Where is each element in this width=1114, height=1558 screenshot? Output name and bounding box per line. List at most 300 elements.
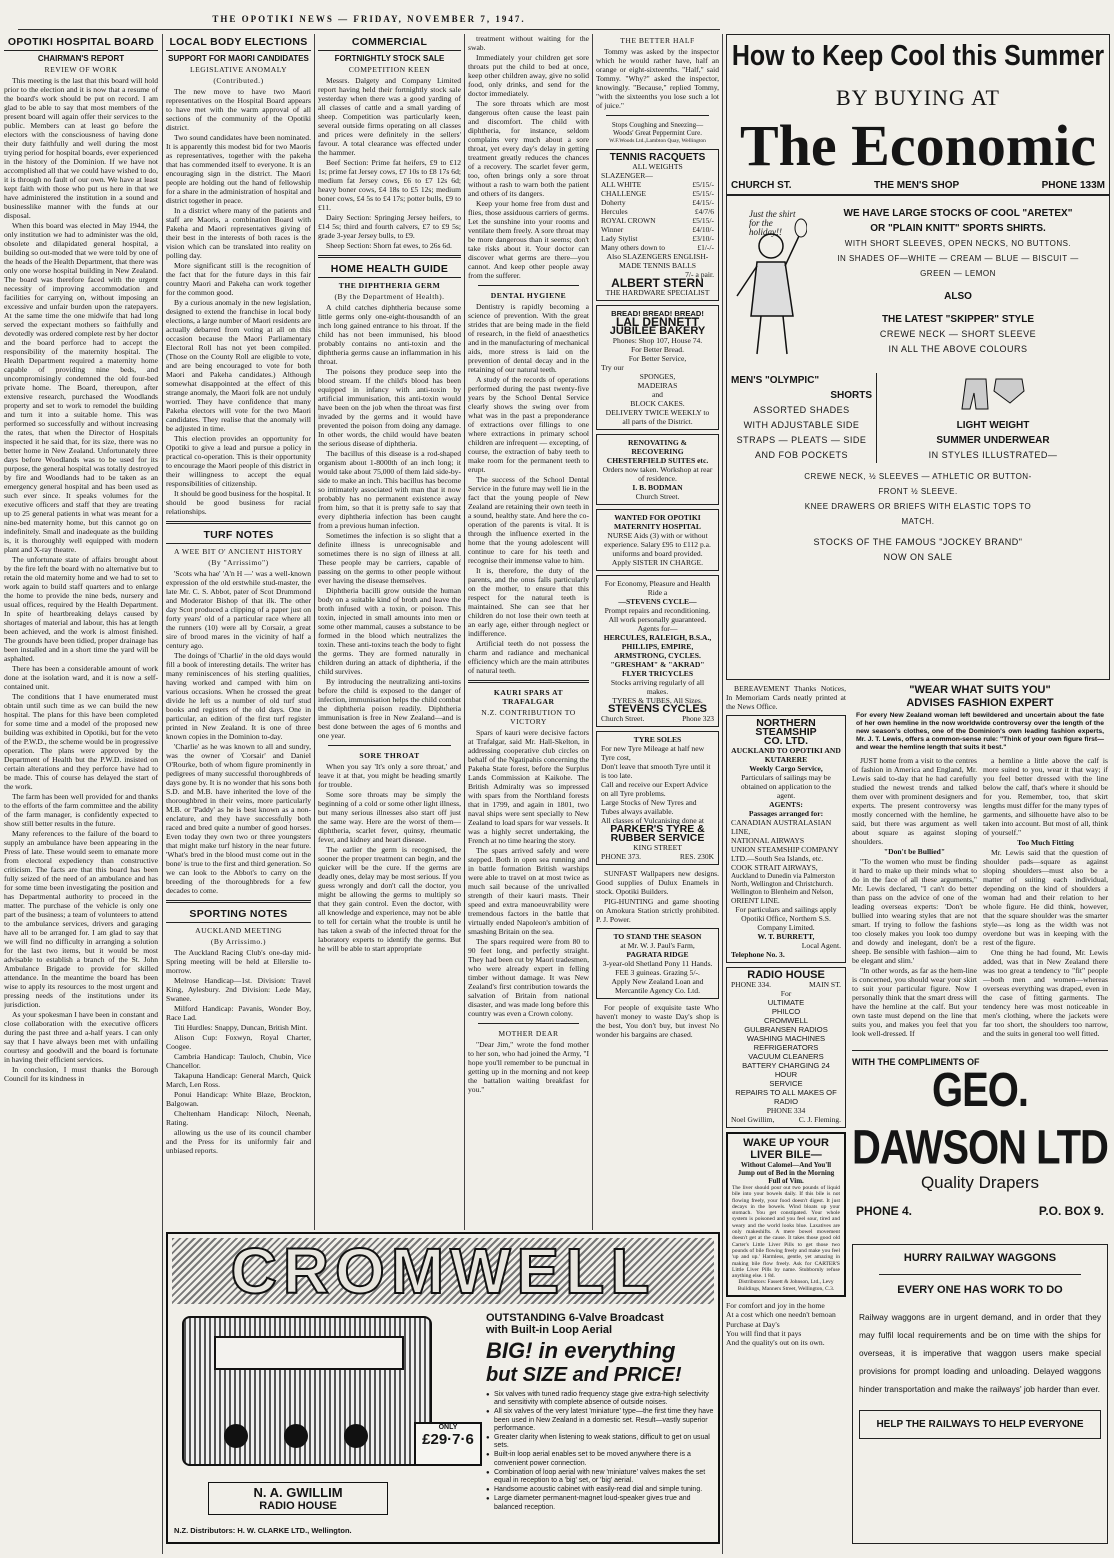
- paragraph: The success of the School Dental Service in the future may well lie in the fact that the young people of New Zealand are retaining their own teeth in a sound, healthy state. And here the co-operation of the parents is vital. It is through the influence exerted in the home that the young adolescent will continue to care for his teeth and recognise their immense value to him.: [468, 475, 589, 565]
- sporting-notes-headline: SPORTING NOTES: [166, 908, 311, 923]
- turf-notes-headline: TURF NOTES: [166, 529, 311, 544]
- item-name: Winner: [601, 225, 624, 234]
- ad-title: OUTSTANDING 6-Valve Broadcast: [486, 1312, 664, 1324]
- item-name: ROYAL CROWN: [601, 216, 656, 225]
- feature-item: ● Combination of loop aerial with new 'miniature' valves makes the set equal in reception to a 'big' set, or 'big' aerial.: [486, 1469, 716, 1485]
- paragraph: The Auckland Racing Club's one-day mid-Spring meeting will be held at Ellerslie to-morrow.: [166, 948, 311, 975]
- race-tip: Milford Handicap: Pavanis, Wonder Boy, Race Lad.: [166, 1004, 311, 1022]
- paragraph: 'Charlie' as he was known to all and sundry, was the owner of 'Corsair' and Daniel O'Rourke, both of whom figure prominently in pedigrees of many successful thoroughbreds of days gone by. It is no wonder that his sons both S.D. and M.B. have inherited the love of the thoroughbred in their veins, more particularly M.B. or 'Paddy' as he is best known as a non-enclature, and they have successfully both raced and bred quite a number of good horses. Even today they own two or three youngsters that might make turf history in the near future. 'What's bred in the blood must come out in the bone' is true to the first and third generation. So we can look to the Abbot's to carry on the breeding of the thoroughbreds for a few decades to come.: [166, 742, 311, 895]
- phone-line: [731, 980, 841, 989]
- paragraph: As your spokesman I have been in constant and close collaboration with the executive officers during the past three and a-half years. I can only say that I have always been met with unfailing courtesy and goodwill and the board is fortunate in having their efficient services.: [4, 1010, 158, 1064]
- albert-stern-name: ALBERT STERN: [611, 276, 704, 290]
- price-line: [601, 180, 714, 189]
- item-price: £1/-/-: [697, 243, 714, 252]
- fashion-headline: "WEAR WHAT SUITS YOU": [909, 684, 1051, 696]
- ad-title: RADIO HOUSE: [747, 969, 825, 981]
- paragraph: The earlier the germ is recognised, the sooner the proper treatment can begin, and the quicker will be the cure. If the germs are deadly ones, delay may be most serious. If you guess wrongly and don't call the doctor, you might be allowing the germs to multiply so that they gain control. Even the doctor, with all knowledge and experience, may not be able to tell for certain what the trouble is until he has taken a swab of the infected throat for the laboratory experts to identify the germs. But he will be able to start appropriate: [318, 845, 461, 953]
- ad-line: KNEE DRAWERS OR BRIEFS WITH ELASTIC TOPS TO: [804, 502, 1032, 511]
- ad-line: Also SLAZENGERS ENGLISH-MADE TENNIS BALLS: [606, 252, 709, 270]
- feature-list: [486, 1312, 716, 1513]
- ad-line: 7/- a pair.: [685, 270, 714, 279]
- ad-line: CANADIAN AUSTRALASIAN LINE,: [731, 818, 832, 836]
- paragraph: Mr. Lewis said that the question of shoulder pads—square as against sloping shoulders—must also be a matter of suiting each individual, depending on the kind of shoulders a woman had and their relation to her whole figure. He did think, however, that the square shoulder was the smarter style—as long as the width was not overdone but was in keeping with the rest of the figure.: [983, 848, 1108, 947]
- paragraph: The poisons they produce seep into the blood stream. If the child's blood has been equipped in infancy with anti-toxin by artificial immunisation, this anti-toxin would have been on the job when the throat was first invaded by the germs and it would have prevented the poison from doing any damage. In other words, the child would have beaten the serious disease of diphtheria.: [318, 367, 461, 448]
- ad-line: And the quality's out on its own.: [726, 1338, 825, 1348]
- ad-line: PHILCO: [771, 1007, 801, 1016]
- radio-knob: [344, 1424, 368, 1448]
- paragraph: Artificial teeth do not possess the charm and radiance and mechanical efficiency which are the main attributes of natural teeth.: [468, 639, 589, 675]
- column-commercial: [318, 34, 461, 1230]
- turf-subhead: A WEE BIT O' ANCIENT HISTORY: [174, 547, 303, 556]
- item-price: £3/10/-: [692, 234, 714, 243]
- anomaly-subhead: LEGISLATIVE ANOMALY: [189, 65, 288, 74]
- paragraph: The new move to have two Maori representatives on the Hospital Board appears to have met with the warm approval of all sections of the community of the Opotiki district.: [166, 87, 311, 132]
- ad-line: COOK STRAIT AIRWAYS,: [731, 863, 818, 872]
- phone-line: [601, 852, 714, 861]
- price-line: [601, 216, 714, 225]
- paragraph: The spars required were from 80 to 90 feet long, and perfectly straight. They had been cut by Maori tradesmen, who were already expert in felling timber without damage. It was New Zealand's first contribution towards the salvation of Britain from national disaster, and was made long before this country was even a Crown colony.: [468, 937, 589, 1018]
- ad-line: Call and receive our Expert Advice on all Tyre problems.: [601, 780, 708, 798]
- only-label: ONLY: [438, 1424, 458, 1431]
- paragraph: The spars arrived safely and were stepped. Both in open sea running and in battle formation British warships were able to travel on at most twice as much sail because of the unrivalled strength of their kauri masts. Their speed and extra manoeuvrability were tremendous factors in the battle that virtually ended Napoleon's ambition of smashing Britain on the sea.: [468, 846, 589, 936]
- better-half-subhead: THE BETTER HALF: [620, 36, 695, 45]
- ad-line: BATTERY CHARGING 24 HOUR: [742, 1061, 830, 1079]
- competition-subhead: COMPETITION KEEN: [348, 65, 431, 74]
- turf-byline: (By "Arrissimo"): [208, 558, 269, 567]
- price-line: [601, 189, 714, 198]
- ad-line: WITH ADJUSTABLE SIDE: [743, 420, 860, 430]
- ad-line: AGENTS:: [769, 800, 803, 809]
- ad-line: AUCKLAND TO OPOTIKI AND KUTARERE: [731, 746, 841, 764]
- ad-line: Purchase at Day's: [726, 1319, 780, 1329]
- fashion-intro: For every New Zealand woman left bewildered and uncertain about the fate of her own hemline in the now worldwide controversy over the length of the new season's clothes, one of the Dominion's own leading fashion experts, Mr. J. T. Lewis, offers a common-sense rule: "Think of your own figure first—and wear the hemline length that suits it best.": [856, 712, 1104, 751]
- paragraph: Some sore throats may be simply the beginning of a cold or some other light illness, but many serious illnesses also start off just the same way. Here are the worst of them—diphtheria, scarlet fever, quinsy, rheumatic fever, and kidney and heart disease.: [318, 790, 461, 844]
- item-price: £4/10/-: [692, 225, 714, 234]
- paragraph: It is, therefore, the duty of the parents, and the onus falls particularly on the mother, to ensure that this respect for the natural teeth is maintained. She can see that her children do not lose their own teeth at an early age, either through neglect or indifference.: [468, 566, 589, 638]
- ad-line: PHONE 373.: [601, 852, 642, 861]
- ad-line: BLOCK CAKES.: [630, 399, 685, 408]
- fashion-headline-2: ADVISES FASHION EXPERT: [906, 697, 1054, 709]
- item-name: Many others down to: [601, 243, 665, 252]
- ad-line: Local Agent.: [801, 941, 841, 950]
- race-tip: Ponui Handicap: White Blaze, Brockton, Balgowan.: [166, 1090, 311, 1108]
- ad-line: W. T. BURRETT,: [757, 932, 815, 941]
- ad-line: LIGHT WEIGHT: [956, 420, 1030, 431]
- tyre-soles-ad: [596, 731, 719, 865]
- dawson-pobox: P.O. BOX 9.: [1038, 1204, 1104, 1218]
- maori-candidates-subhead: SUPPORT FOR MAORI CANDIDATES: [168, 54, 309, 63]
- race-tip: Titi Hurdles: Snappy, Duncan, British Mint.: [174, 1023, 308, 1032]
- ad-line: Prompt repairs and reconditioning. All work personally guaranteed.: [604, 606, 711, 624]
- race-tip: Takapuna Handicap: General March, Quick March, Len Ross.: [166, 1071, 311, 1089]
- ad-line: CROMWELL: [764, 1016, 808, 1025]
- nurse-wanted-ad: [596, 509, 719, 571]
- skipper-style: THE LATEST "SKIPPER" STYLE: [881, 314, 1035, 325]
- ad-line: VACUUM CLEANERS: [748, 1052, 824, 1061]
- kauri-spars-headline: KAURI SPARS AT TRAFALGAR: [493, 688, 564, 706]
- ad-line: GULBRANSEN RADIOS: [744, 1025, 828, 1034]
- ad-line: CREWE NECK, ½ SLEEVES — ATHLETIC OR BUTTON-: [804, 472, 1032, 481]
- paragraph: Dairy Section: Springing Jersey heifers, to £14 5s; third and fourth calvers, £7 to £9 5s; grade 3-year Jersey bulls, to £9.: [318, 213, 461, 240]
- paragraph: 'Scots wha hae' 'A'n H —' was a well-known expression of the old erstwhile stud-master, the late Mr. C. S. Abbot, pater of Scot Drummond and Moderator Bishop of that ilk. The other day Scot produced a clipping of a paper just on forty years' old of a particular race where all the runners (10) were all by Corsair, a great sire of brood mares in the vicinity of half a century ago.: [166, 569, 311, 650]
- price-tag: [414, 1422, 482, 1466]
- ad-line: IN ALL THE ABOVE COLOURS: [888, 344, 1028, 354]
- item-name: Hercules: [601, 207, 628, 216]
- ad-line: Woods' Great Peppermint Cure.: [613, 129, 702, 137]
- nz-distributors: N.Z. Distributors: H. W. CLARKE LTD., Wellington.: [174, 1526, 352, 1535]
- ad-line: UNION STEAMSHIP COMPANY LTD.—South Sea Islands, etc.: [731, 845, 839, 863]
- price-line: [601, 207, 714, 216]
- feature-item: ● Large diameter permanent-magnet loud-speaker gives true and balanced reception.: [486, 1495, 716, 1511]
- ad-line: IN SHADES OF—WHITE — CREAM — BLUE — BISCUIT —: [837, 254, 1079, 263]
- shorts-section: [727, 373, 1109, 463]
- ad-line: MATCH.: [901, 517, 935, 526]
- ad-title: TENNIS RACQUETS: [609, 152, 706, 163]
- olympic-label: MEN'S "OLYMPIC": [731, 375, 820, 386]
- shirts-section: [727, 206, 1109, 357]
- paragraph: Many references to the failure of the board to supply an ambulance have been appearing in the Press of late. These would seem to emanate more from electoral expediency than constructive criticism. The facts are that this board has been fully seized of the need of an ambulance and has for some time been investigating the position and has Departmental authority to proceed in the matter. The purchase of the vehicle is only one part of the business; a team of volunteers to attend to the ambulance services, drivers and garaging have all to be arranged for. I am glad to say that we will find no difficulty in arranging a solution for the last two items, but it would be most advisable to establish a branch of the St. John Ambulance Brigade to provide for skilled attendance. In the meantime the board has been wise to apply its resources to the most urgent and pressing needs of the institutions under its jurisdiction.: [4, 829, 158, 1009]
- item-name: ALL WHITE: [601, 180, 642, 189]
- ad-line: For comfort and joy in the home: [726, 1301, 825, 1311]
- ad-line: Phone 323: [682, 714, 714, 723]
- paragraph: "Dear Jim," wrote the fond mother to her son, who had joined the Army, "I hope you'll remember to be punctual in getting up in the morning and not keep the battalion waiting breakfast for you.": [468, 1040, 589, 1094]
- compliments-line: WITH THE COMPLIMENTS OF: [852, 1057, 980, 1067]
- ad-line: Church Street.: [601, 714, 645, 723]
- parkers-tyre-name: PARKER'S TYRE & RUBBER SERVICE: [610, 823, 705, 844]
- ad-title: WAKE UP YOUR: [743, 1137, 829, 1149]
- paragraph: By a curious anomaly in the new legislation, designed to extend the franchise in local body elections, a large number of Maori residents are actually debarred from voting at all on this occasion because the Maori Parliamentary Electoral Roll has not yet been compiled. (Those on the County Roll are eligible to vote, and are being encouraged to vote for both Maori and Pakeha candidates.) Although somewhat disappointed at the effect of this strange anomaly, the Maori folk are not unduly worried. They have confidence that many Pakeha electors will vote for the two Maori candidates. They realise that the anomaly will be adjusted in time.: [166, 298, 311, 433]
- paragraph: Two sound candidates have been nominated. It is apparently this modest bid for two Maoris as representatives, together with the pakeha that has commended itself to everyone. It is an encouraging sign in the district. The Maori people are holding out the hand of fellowship for a share in the administration of hospital and district together in peace.: [166, 133, 311, 205]
- health-byline: (By the Department of Health).: [334, 292, 445, 301]
- ad-line: OR "PLAIN KNITT" SPORTS SHIRTS.: [870, 223, 1046, 234]
- radio-dial: [214, 1336, 404, 1370]
- paragraph: The conditions that I have enumerated must obtain until such time as we can build the new hospital. The plans for this have been completed for some time and a model of the proposed new building was exhibited in Opotiki, but for the veto of the P.W.D., the scheme would be in progressive operation. The plans were approved by the Department of Health but the P.W.D. insisted on certain alterations and they perforce have had to be made. This of course has delayed the start of the work.: [4, 692, 158, 791]
- masthead: THE OPOTIKI NEWS — FRIDAY, NOVEMBER 7, 1947.: [18, 14, 720, 30]
- stock-sale-subhead: FORTNIGHTLY STOCK SALE: [334, 54, 445, 63]
- paragraph: A child catches diphtheria because some little germs only one-eight-thousandth of an inch long gained entrance to his throat. If the child has not been immunised, his blood probably contains no anti-toxin and the diphtheria germs cause an inflammation in his throat.: [318, 303, 461, 366]
- item-price: £4/15/-: [692, 198, 714, 207]
- paragraph: The sore throats which are most dangerous often cause the least pain and discomfort. The child with diphtheria, for instance, seldom complains very much about a sore throat, yet every day's delay in getting treatment greatly reduces the chances of a recovery. The scarlet fever germ, too, often brings only a sore throat without a rash to warn both the patient and others of its dangers.: [468, 99, 589, 198]
- buying-at: BY BUYING AT: [836, 85, 1000, 110]
- railway-ad: [852, 1244, 1108, 1544]
- hospital-article-body: [4, 76, 158, 1083]
- ad-title: RENOVATING & RECOVERING CHESTERFIELD SUITES etc.: [606, 438, 709, 465]
- diphtheria-subhead: THE DIPHTHERIA GERM: [338, 281, 441, 290]
- paragraph: There has been a considerable amount of work done at the isolation ward, and it is now a self-contained unit.: [4, 664, 158, 691]
- paragraph: Messrs. Dalgety and Company Limited report having held their fortnightly stock sale yesterday when there was a good yarding of all classes of cattle and a small yarding of sheep. Competition was particularly keen, several outside firms operating on all classes and prices were definitely in the sellers' favour. A total clearance was effected under the hammer.: [318, 76, 461, 157]
- ad-line: At a cost which one needn't bemoan: [726, 1310, 836, 1320]
- ad-title: LIVER BILE—: [750, 1149, 822, 1161]
- paragraph: Sometimes the infection is so slight that a definite illness is unrecognisable and sometimes there is no sign of illness at all. These people may be carriers, capable of passing on the germs to other people without ever having the disease themselves.: [318, 531, 461, 585]
- price-line: [601, 225, 714, 234]
- feature-item: ● All six valves of the very latest 'miniature' type—the first time they have been used in New Zealand in a domestic set. Result—vastly superior performance.: [486, 1408, 716, 1433]
- dawson-ad: [852, 1050, 1108, 1240]
- ad-line: "GRESHAM" & "AKRAD" FLYER TRICYCLES: [610, 660, 705, 678]
- contributed-credit: (Contributed.): [213, 76, 264, 85]
- stevens-cycles-name: STEVENS CYCLES: [607, 703, 708, 715]
- railway-body: Railway waggons are in urgent demand, and in order that they may fulfil local requirements and be on time with the ships for overseas, it is imperative that waggon users make special provisions for prompt loading and unloading. Delayed waggons hinder transportation and make the railways' job harder than ever.: [859, 1312, 1101, 1394]
- radio-house-ad: [726, 967, 846, 1128]
- ad-title: with Built-in Loop Aerial: [486, 1324, 613, 1336]
- pig-hunting-notice: PIG-HUNTING and game shooting on Amokura Station strictly prohibited. P. J. Power.: [596, 897, 719, 924]
- liver-bile-ad: [726, 1132, 846, 1297]
- jockey-brand: STOCKS OF THE FAMOUS "JOCKEY BRAND": [813, 537, 1023, 547]
- paragraph: This meeting is the last that this board will hold prior to the election and it is now that a resume of the board's work should be put on record. I am glad to be able to say that most members of the present board will again offer their services to the public. Members can at least go before the electors with the consciousness of having done their duty faithfully and well during the most trying period for hospital boards, ever experienced in the history of the Dominion. If we have not accomplished all that we could have wished to do, it is through no fault of our own. We have at least kept faith with those who put us here in that we have administered the institution in a sound and businesslike manner with the funds at our disposal.: [4, 76, 158, 220]
- ad-line: ALSO: [944, 291, 972, 302]
- ad-line: —STEVENS CYCLE—: [618, 597, 697, 606]
- ad-line: REFRIGERATORS: [753, 1043, 819, 1052]
- ad-line: FRONT ½ SLEEVE.: [878, 487, 958, 496]
- ad-line: 3-year-old Shetland Pony 11 Hands. FEE 3 guineas. Grazing 5/-.: [602, 959, 713, 977]
- column-hospital-board: [4, 34, 158, 1554]
- radio-knob: [224, 1424, 248, 1448]
- economic-store-name: The Economic: [739, 113, 1097, 178]
- fashion-article: [852, 684, 1108, 1046]
- item-name: Lady Stylist: [601, 234, 638, 243]
- ad-line: Phones: Shop 107, House 74.: [612, 336, 703, 345]
- store-phone: PHONE 133M: [1041, 180, 1105, 191]
- radio-price: £29·7·6: [422, 1431, 474, 1448]
- dawson-name: GEO. DAWSON LTD: [852, 1063, 1108, 1175]
- paragraph: Keep your home free from dust and flies, those assiduous carriers of germs. Let the sunshine into your rooms and ventilate them freely. A sore throat may be more dangerous than it seems; don't take risks about it. Your doctor can discover what germs are there—you cannot. And keep other people away from the sufferer.: [468, 199, 589, 280]
- paragraph: The farm has been well provided for and thanks to the efforts of the farm committee and the ability of the farm manager, is confidently expected to show still better results in the future.: [4, 792, 158, 828]
- bereavement-notice: BEREAVEMENT Thanks Notices, In Memoriam Cards neatly printed at the News Office.: [726, 684, 846, 711]
- item-name: Doherty: [601, 198, 626, 207]
- price-line: [601, 243, 714, 252]
- ad-line: C. J. Fleming.: [798, 1115, 841, 1124]
- paragraph: When this board was elected in May 1944, the only institution we had to administer was the old, obsolete and dilapidated general hospital, a building so out-moded that we were told by one of the heads of the Health Department, that there was only one worse hospital building in New Zealand. The board was therefore faced with the urgent necessity of improving accommodation and facilities for carrying on, without imposing an excessive and unfair burden upon the ratepayers. At the same time the one midwife that had long served the expectant mothers so faithfully and devotedly was ordered complete rest by her doctor and the board perforce had to accept the responsibility of the maternity hospital. The Health Department required a maternity home capable of providing nine beds, and uncompromisingly condemned the old four-bed private home. The Board, thereupon, after extensive research, purchased the Woodlands property and set to work to remodel the building and turn it into a suitable home. This was performed so successfully and without increasing the rates, that when the Director of Hospitals inspected it he said that, for its size, there was no better home in New Zealand. Unfortunately three days before Woodlands was to be used for its purpose, the general hospital was totally destroyed by fire and Woodlands had to be taken as an emergency general hospital and has been used as such ever since. It speaks volumes for the executive officers and staff that they are treating up to 25 general patients in what was meant for a nine-bed maternity home, but this cannot go on indefinitely. Small and inadequate as the building is, it is thoroughly well equipped with modern plant and X-ray theatre.: [4, 221, 158, 554]
- bodman-ad: [596, 434, 719, 505]
- ad-line: MAIN ST.: [809, 980, 841, 989]
- review-subhead: REVIEW OF WORK: [44, 65, 118, 74]
- underwear-icon: [958, 373, 1028, 413]
- paragraph: allowing us the use of its council chamber and the Press for its uniformly fair and unbiased reports.: [166, 1128, 311, 1155]
- paragraph: A study of the records of operations performed during the past twenty-five years by the School Dental Service clearly shows the swing over from what was in the past a preponderance of extractions over fillings to one where extractions in primary school children are infrequent — excepting, of course, the extraction of baby teeth to make room for the permanent teeth to erupt.: [468, 375, 589, 474]
- ad-line: Weekly Cargo Service,: [749, 764, 823, 773]
- paragraph: This election provides an opportunity for Opotiki to give a lead and pursue a policy in practical co-operation. This is their opportunity to encourage the Maori people of this district in their willingness to accept the equal responsibilities of citizenship.: [166, 434, 311, 488]
- ad-line: I. B. BODMAN: [632, 483, 683, 492]
- fashion-subhead: Too Much Fitting: [1017, 838, 1074, 847]
- stud-season-ad: [596, 928, 719, 999]
- ad-line: Telephone No. 3.: [731, 950, 785, 959]
- ad-line: Large Stocks of New Tyres and Tubes always available.: [601, 798, 697, 816]
- feature-item: ● Handsome acoustic cabinet with easily-read dial and simple tuning.: [486, 1486, 716, 1494]
- ad-line: KING STREET: [633, 843, 682, 852]
- ad-line: WITH SHORT SLEEVES, OPEN NECKS, NO BUTTONS.: [844, 239, 1072, 248]
- ad-line: PAGRATA RIDGE: [626, 950, 689, 959]
- paragraph: When you say 'It's only a sore throat,' and leave it at that, you might be heading smartly for trouble.: [318, 762, 461, 789]
- paragraph: Immediately your children get sore throats put the child to bed at once, keep other children away, give no solid food, only drinks, and send for the doctor immediately.: [468, 53, 589, 98]
- race-tip: Alison Cup: Foxwyn, Royal Charter, Coogee.: [166, 1033, 311, 1051]
- paragraph: One thing he had found, Mr. Lewis added, was that in New Zealand there was too great a tendency to "fit" people—both men and women—whereas overseas everything was draped, even in the case of fitting garments. The tendency here was most noticeable in men's clothing, where the jackets were far too short, the shoulders too narrow, and the suits in general too well fitted.: [983, 948, 1108, 1038]
- ad-title: TO STAND THE SEASON: [613, 932, 702, 941]
- woods-cure-ad: [596, 121, 719, 145]
- paragraph: In conclusion, I must thanks the Borough Council for its kindness in: [4, 1065, 158, 1083]
- store-address-bar: [727, 177, 1109, 196]
- race-tip: Melrose Handicap—1st. Division: Travel King, Aylesbury. 2nd Division: Lede May, Swanee.: [166, 976, 311, 1003]
- ad-line: Stops Coughing and Sneezing—: [611, 121, 704, 129]
- item-price: £5/15/-: [692, 189, 714, 198]
- railway-headline: HURRY RAILWAY WAGGONS: [903, 1252, 1057, 1264]
- sore-throat-subhead: SORE THROAT: [359, 751, 420, 760]
- ad-line: AND FOB POCKETS: [754, 450, 848, 460]
- ad-line: WASHING MACHINES: [746, 1034, 826, 1043]
- ad-line: RADIO: [773, 1097, 799, 1106]
- elections-headline: LOCAL BODY ELECTIONS: [166, 36, 311, 51]
- shorts-label: SHORTS: [830, 390, 872, 401]
- big-slogan-2: but SIZE and PRICE!: [486, 1364, 682, 1386]
- ad-line: STRAPS — PLEATS — SIDE: [736, 435, 867, 445]
- railway-subhead: EVERY ONE HAS WORK TO DO: [897, 1284, 1063, 1296]
- ad-title: CO. LTD.: [763, 735, 809, 747]
- race-tip: Cambria Handicap: Tauloch, Chubin, Vice Chancellor.: [166, 1052, 311, 1070]
- paragraph: The doings of 'Charlie' in the old days would fill a book of interesting details. The writer has many reminiscences of his sterling qualities, having worked and camped with him on various occasions. When he crossed the great divide he left us a number of old turf stud books and registers of the old days. One in particular, an edition of the first turf register printed in New Zealand. It is one of three known copies in the Dominion to-day.: [166, 651, 311, 741]
- column-elections: [166, 34, 311, 1230]
- commercial-headline: COMMERCIAL: [318, 36, 461, 51]
- ad-line: Church Street.: [635, 492, 680, 501]
- paragraph: Tommy was asked by the inspector which he would rather have, half an orange or eight-sixteenths. "Half," said Tommy. "Why?" asked the inspector, knowingly. "Because," replied Tommy, "with the sixteenths you lose such a lot of juice.": [596, 47, 719, 110]
- ad-line: and: [652, 390, 663, 399]
- paragraph: "To the women who must be finding it hard to make up their minds what to do in the face of all these arguments," Mr. Lewis declared, "I can't do better than pass on the advice of one of the leading overseas experts: 'Don't be bullied into wearing styles that are not smart. If trying to follow the fashions too closely makes you look too dumpy and dowdy and inelegant, don't be a sheep. Be sensible with fashion—aim to be elegant and slim.': [852, 857, 977, 965]
- northern-steamship-ad: [726, 715, 846, 963]
- bakery-name: JUBILEE BAKERY: [609, 325, 706, 337]
- sporting-byline: (By Arrissimo.): [210, 937, 267, 946]
- ad-line: Agents for—: [637, 624, 678, 633]
- paragraph: Spars of kauri were decisive factors at Trafalgar, said Mr. Hall-Skelton, in addressing cooperative club circles on behalf of the Ngatipahis concerning the Pakeha State forest, before the Surplus Lands Commission at Kaikohe. The British Admiralty was so impressed with spars from the Northland forests that in 1799, and again in 1801, two naval ships were sent specially to New Zealand to load spars for war vessels. It was a highly secret undertaking, the French at no time hearing the story.: [468, 728, 589, 845]
- paragraph: More significant still is the recognition of the fact that for the future days in this fair country Maori and Pakeha can work together for the common good.: [166, 261, 311, 297]
- radio-icon: [182, 1316, 432, 1466]
- fashion-subhead: "Don't be Bullied": [883, 847, 946, 856]
- economic-ad: [726, 34, 1110, 680]
- paragraph: It should be good business for the hospital. It should be good business for racial relationships.: [166, 489, 311, 516]
- column-shipping-radio: [726, 684, 846, 1542]
- ad-line: For: [780, 989, 792, 998]
- sunfast-notice: SUNFAST Wallpapers new designs. Good supplies of Dulux Enamels in stock. Opotiki Builders.: [596, 869, 719, 896]
- column-health-cont: [468, 34, 589, 1230]
- paragraph: treatment without waiting for the swab.: [468, 34, 589, 52]
- ad-line: ULTIMATE: [767, 998, 805, 1007]
- item-name: CHALLENGE: [601, 189, 646, 198]
- ad-line: Particulars of sailings may be obtained on application to the agent.: [740, 773, 832, 800]
- ad-title: BREAD! BREAD! BREAD!: [611, 309, 704, 318]
- days-verse-2: [726, 1301, 846, 1347]
- ad-line: REPAIRS TO ALL MAKES OF: [735, 1088, 837, 1097]
- ad-line: ALL WEIGHTS: [632, 162, 683, 171]
- ad-line: All classes of Vulcanising done at: [601, 816, 704, 825]
- mother-dear-subhead: MOTHER DEAR: [498, 1029, 559, 1038]
- big-slogan: BIG! in everything: [486, 1338, 676, 1363]
- ad-line: NATIONAL AIRWAYS: [731, 836, 805, 845]
- shirt-illustration: [727, 206, 807, 356]
- ad-line: For Economy, Pleasure and Health Ride a: [604, 579, 711, 597]
- price-line: [601, 198, 714, 207]
- dawson-contact: [852, 1201, 1108, 1221]
- gwillim-box: [208, 1482, 388, 1515]
- ad-line: ASSORTED SHADES: [753, 405, 850, 415]
- now-on-sale: NOW ON SALE: [883, 552, 953, 562]
- ad-line: CREWE NECK — SHORT SLEEVE: [879, 329, 1037, 339]
- ad-line: Noel Gwillim,: [731, 1115, 775, 1124]
- price-line: [601, 234, 714, 243]
- feature-item: ● Six valves with tuned radio frequency stage give extra-high selectivity and sensitivity with complete absence of outside noises.: [486, 1391, 716, 1407]
- health-guide-headline: HOME HEALTH GUIDE: [318, 263, 461, 278]
- ad-line: HERCULES, RALEIGH, B.S.A., PHILLIPS, EMPIRE, ARMSTRONG, CYCLES.: [603, 633, 712, 660]
- ad-line: NURSE Aids (3) with or without experience. Salary £95 to £112 p.a. uniforms and board provided.: [604, 531, 711, 558]
- ad-line: THE HARDWARE SPECIALIST: [605, 288, 710, 297]
- railway-footer: HELP THE RAILWAYS TO HELP EVERYONE: [859, 1410, 1101, 1439]
- tennis-racquets-ad: [596, 149, 719, 301]
- paragraph: "In other words, as far as the hem-line is concerned, you should wear your skirt to suit your particular figure. Now I personally think that the smart dress will have the hemline at the calf. But your own taste must depend on the line that suits you, and makes you feel that you look well-dressed. If: [852, 966, 977, 1038]
- paragraph: The unfortunate state of affairs brought about by the fire left the board with no alternative but to retain the old maternity home and we had to set to work again to build staff quarters and to enlarge the home to provide the nine beds, nursery and usual offices, required by the Health Department. In spite of heartbreaking delays caused by shortages of material and labour, this has at length been achieved, and the work is almost finished. The grounds have been tidied, proper drainage has been installed and in a short time the yard will be asphalted.: [4, 555, 158, 663]
- stevens-cycles-ad: [596, 575, 719, 727]
- ad-line: MADEIRAS: [637, 381, 678, 390]
- paragraph: Sheep Section: Shorn fat ewes, to 26s 6d.: [326, 241, 452, 250]
- ad-line: Without Calomel—And You'll Jump out of Bed in the Morning Full of Vim.: [737, 1161, 835, 1185]
- ad-line: Apply New Zealand Loan and Mercantile Agency Co. Ltd.: [611, 977, 704, 995]
- bakery-owner: LAL DENNETT: [615, 315, 700, 329]
- ad-line: W.F.Woods Ltd.,Lambton Quay, Wellington: [609, 138, 706, 144]
- race-tip: Cheltenham Handicap: Niloch, Neenah, Rating.: [166, 1109, 311, 1127]
- address-line: [601, 714, 714, 723]
- ad-line: For Better Service,: [628, 354, 687, 363]
- ad-line: GREEN — LEMON: [920, 269, 996, 278]
- ad-line: WE HAVE LARGE STOCKS OF COOL "ARETEX": [843, 208, 1073, 219]
- quality-drapers: Quality Drapers: [920, 1173, 1040, 1192]
- summer-banner: How to Keep Cool this Summer: [731, 39, 1105, 73]
- ad-title: TYRE SOLES: [633, 735, 682, 744]
- ad-line: PHONE 334.: [731, 980, 772, 989]
- ad-line: For Better Bread.: [631, 345, 684, 354]
- cromwell-radio-ad: [166, 1232, 720, 1544]
- ad-line: at Mr. W. J. Paul's Farm,: [620, 941, 695, 950]
- ad-line: Don't leave that smooth Tyre until it is too late.: [601, 762, 711, 780]
- ad-line: Stocks arriving regularly of all makes.: [610, 678, 705, 696]
- church-st: CHURCH ST.: [731, 180, 792, 191]
- feature-item: ● Greater clarity when listening to weak stations, difficult to get on usual sets.: [486, 1434, 716, 1450]
- paragraph: Diphtheria bacilli grow outside the human body on a suitable kind of broth and leave the broth infused with a toxin, or poison. This toxin, injected in small amounts into men or some other mammal, causes a substance to be formed in the blood which neutralizes the toxin. These anti-toxins teach the body to fight the germs. They are formed naturally in children during an attack of diphtheria, if the child survives.: [318, 586, 461, 676]
- ad-line: ORIENT LINE.: [731, 896, 780, 905]
- days-verse: For people of exquisite taste Who haven't money to waste Day's shop is the best, You don't buy, but invest No wonder his bargains are chased.: [596, 1003, 719, 1039]
- ad-line: SPONGES,: [639, 372, 676, 381]
- item-price: £4/7/6: [694, 207, 714, 216]
- ad-line: For particulars and sailings apply Opotiki Office, Northern S.S. Company Limited.: [735, 905, 837, 932]
- chairman-report-subhead: CHAIRMAN'S REPORT: [37, 54, 125, 63]
- paragraph: The bacillus of this disease is a rod-shaped organism about 1-8000th of an inch long; it would take about 75,000 of them laid side-by-side to make an inch. This bacillus has become so intimately associated with man that it now probably has no permanent existence away from him, so that it is pretty safe to say that every diphtheria infection has been caught from a previous human infection.: [318, 449, 461, 530]
- ad-line: Passages arranged for:: [748, 809, 824, 818]
- ad-line: TYRES & TUBES, All Sizes.: [612, 696, 703, 705]
- dawson-phone: PHONE 4.: [856, 1204, 913, 1218]
- ad-line: SLAZENGER—: [601, 171, 653, 180]
- radio-knob: [284, 1424, 308, 1448]
- feature-item: ● Built-in loop aerial enables set to be moved anywhere there is a convenient power connection.: [486, 1451, 716, 1467]
- paragraph: By introducing the neutralizing anti-toxins before the child is exposed to the danger of infection, immunisation helps the child combat the diphtheria poison readily. Diphtheria immunisation is free in New Zealand—and is best done between the ages of 6 months and one year.: [318, 677, 461, 740]
- ad-line: SERVICE: [769, 1079, 803, 1088]
- ad-line: Apply SISTER IN CHARGE.: [611, 558, 704, 567]
- ad-line: For new Tyre Mileage at half new Tyre cost,: [601, 744, 705, 762]
- ad-line: PHONE 334: [766, 1106, 806, 1115]
- item-price: £5/15/-: [692, 180, 714, 189]
- kauri-subhead: N.Z. CONTRIBUTION TO VICTORY: [481, 708, 576, 726]
- ad-line: You will find that it pays: [726, 1328, 802, 1338]
- ad-line: Wellington to Blenheim and Nelson,: [731, 888, 834, 896]
- names-line: [731, 1115, 841, 1124]
- ad-title: WANTED FOR OPOTIKI MATERNITY HOSPITAL: [614, 513, 701, 531]
- paragraph: a hemline a little above the calf is more suited to you, wear it that way; if you feel better dressed with the line below the calf, that's where it should be for you. Remember, too, that skirt lengths must differ for the many types of garments, and silhouette have also to be taken into account. But most of all, think of yourself.": [983, 756, 1108, 837]
- ad-line: DELIVERY TWICE WEEKLY to all parts of the District.: [605, 408, 710, 426]
- seller-shop: RADIO HOUSE: [259, 1500, 337, 1512]
- bakery-ad: [596, 305, 719, 430]
- item-price: £5/15/-: [692, 216, 714, 225]
